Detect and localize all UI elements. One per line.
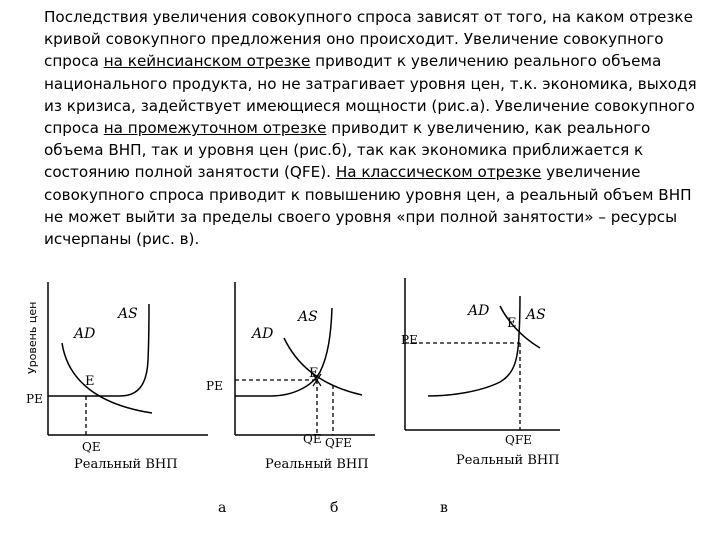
panel-a-x-axis-label: Реальный ВНП (74, 457, 178, 472)
panel-c-ad-label: AD (468, 303, 490, 319)
underlined-intermediate-segment: на промежуточном отрезке (103, 119, 327, 138)
panel-b-x-axis-label: Реальный ВНП (265, 457, 369, 472)
y-axis-label: Уровень цен (26, 301, 39, 374)
panel-b-qe-label: QE (303, 432, 322, 446)
panel-a (26, 282, 226, 516)
panel-b-ad-label: AD (252, 326, 274, 342)
text-segment-3: приводит к увеличению, как реального объема ВНП, так и уровня цен (рис.б), так как экономика приближается к состоянию полной занятости (QFE). (44, 119, 651, 182)
panel-c-qfe-label: QFE (505, 433, 532, 447)
panel-a-pe-label: PE (26, 392, 43, 406)
panel-c-pe-label: PE (401, 333, 418, 347)
panel-c-x-axis-label: Реальный ВНП (456, 453, 560, 468)
panel-a-as-label: AS (118, 306, 138, 322)
panel-b-caption: б (330, 500, 339, 516)
panel-b-as-label: AS (298, 309, 318, 325)
panel-b-pe-label: PE (206, 379, 223, 393)
panel-a-qe-label: QE (82, 440, 101, 454)
underlined-classical-segment: На классическом отрезке (335, 163, 542, 182)
panel-c-caption: в (440, 500, 448, 516)
panel-c-e-label: E (507, 316, 517, 331)
panel-b (206, 282, 375, 516)
panel-c-as-label: AS (526, 307, 546, 323)
text-segment-4: увеличение совокупного спроса приводит к повышению уровня цен, а реальный объем ВНП не может выйти за пределы своего уровня «при полной занятости» – ресурсы исчерпаны (рис. в). (44, 163, 692, 249)
panel-b-e-label: E (309, 366, 319, 381)
panel-a-ad-label: AD (74, 326, 96, 342)
panel-c (401, 278, 560, 516)
panel-a-e-label: E (85, 374, 95, 389)
text-segment-1: Последствия увеличения совокупного спроса зависят от того, на каком отрезке кривой совокупного предложения оно происходит. Увеличение совокупного спроса (44, 8, 693, 71)
panel-b-qfe-label: QFE (325, 436, 352, 450)
underlined-keynesian-segment: на кейнсианском отрезке (103, 52, 311, 71)
panel-a-caption: а (218, 500, 227, 516)
panel-a-ad-curve (62, 343, 152, 413)
text-segment-2: приводит к увеличению реального объема национального продукта, но не затрагивает уровня цен, т.к. экономика, выходя из кризиса, задействует имеющиеся мощности (рис.а). Увеличение совокупного спроса (44, 52, 697, 138)
